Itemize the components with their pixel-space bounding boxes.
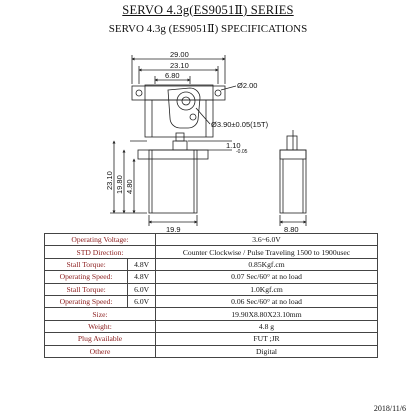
dim-width-body-mount: 23.10 bbox=[170, 61, 189, 70]
spec-value: 0.06 Sec/60° at no load bbox=[156, 295, 378, 307]
table-row bbox=[45, 271, 378, 283]
spec-value: Counter Clockwise / Pulse Traveling 1500 to 1900usec bbox=[156, 246, 378, 258]
side-view-outline bbox=[280, 130, 306, 213]
spec-label: Operating Speed: bbox=[45, 295, 128, 307]
table-row bbox=[45, 345, 378, 357]
table-row bbox=[45, 295, 378, 307]
document-subtitle: SERVO 4.3g (ES9051Ⅱ) SPECIFICATIONS bbox=[108, 23, 308, 35]
table-row bbox=[45, 283, 378, 295]
dim-height-total: 23.10 bbox=[105, 171, 114, 190]
spec-voltage: 4.8V bbox=[128, 271, 156, 283]
dim-height-body: 19.80 bbox=[115, 175, 124, 194]
table-row bbox=[45, 246, 378, 258]
spec-value: 4.8 g bbox=[156, 320, 378, 332]
dim-width-overall: 29.00 bbox=[170, 50, 189, 59]
dim-flange-height: 4.80 bbox=[125, 179, 134, 194]
dim-shaft-height: 1.10 bbox=[226, 141, 241, 150]
front-view-outline bbox=[138, 133, 208, 213]
spec-label: Othere bbox=[45, 345, 156, 357]
table-row bbox=[45, 333, 378, 345]
spec-label: Stall Torque: bbox=[45, 258, 128, 270]
spec-label: Size: bbox=[45, 308, 156, 320]
dim-body-depth: 8.80 bbox=[284, 225, 299, 234]
spec-label: Stall Torque: bbox=[45, 283, 128, 295]
dim-hole-spacing: 6.80 bbox=[165, 71, 180, 80]
spec-value: 3.6~6.0V bbox=[156, 234, 378, 246]
top-view-outline bbox=[132, 85, 225, 137]
spec-value: 0.85Kgf.cm bbox=[156, 258, 378, 270]
spec-value: Digital bbox=[156, 345, 378, 357]
spec-value: 19.90X8.80X23.10mm bbox=[156, 308, 378, 320]
document-date: 2018/11/6 bbox=[373, 404, 406, 413]
dim-body-length: 19.9 bbox=[166, 225, 181, 234]
document-title: SERVO 4.3g(ES9051Ⅱ) SERIES bbox=[122, 3, 294, 17]
table-row bbox=[45, 258, 378, 270]
dim-output-shaft: Ø3.90±0.05(15T) bbox=[211, 120, 269, 129]
table-row bbox=[45, 308, 378, 320]
dim-hole-diameter: Ø2.00 bbox=[237, 81, 258, 90]
spec-voltage: 4.8V bbox=[128, 258, 156, 270]
spec-label: Operating Speed: bbox=[45, 271, 128, 283]
spec-value: 1.0Kgf.cm bbox=[156, 283, 378, 295]
spec-value: FUT ;JR bbox=[156, 333, 378, 345]
spec-label: Weight: bbox=[45, 320, 156, 332]
table-row bbox=[45, 234, 378, 246]
spec-label: STD Direction: bbox=[45, 246, 156, 258]
specifications-table bbox=[44, 233, 378, 358]
spec-label: Operating Voltage: bbox=[45, 234, 156, 246]
spec-value: 0.07 Sec/60° at no load bbox=[156, 271, 378, 283]
dim-shaft-height-tol: -0.05 bbox=[236, 149, 248, 155]
servo-horn-outline bbox=[168, 88, 200, 128]
spec-voltage: 6.0V bbox=[128, 283, 156, 295]
table-row bbox=[45, 320, 378, 332]
spec-label: Plug Available bbox=[45, 333, 156, 345]
spec-voltage: 6.0V bbox=[128, 295, 156, 307]
